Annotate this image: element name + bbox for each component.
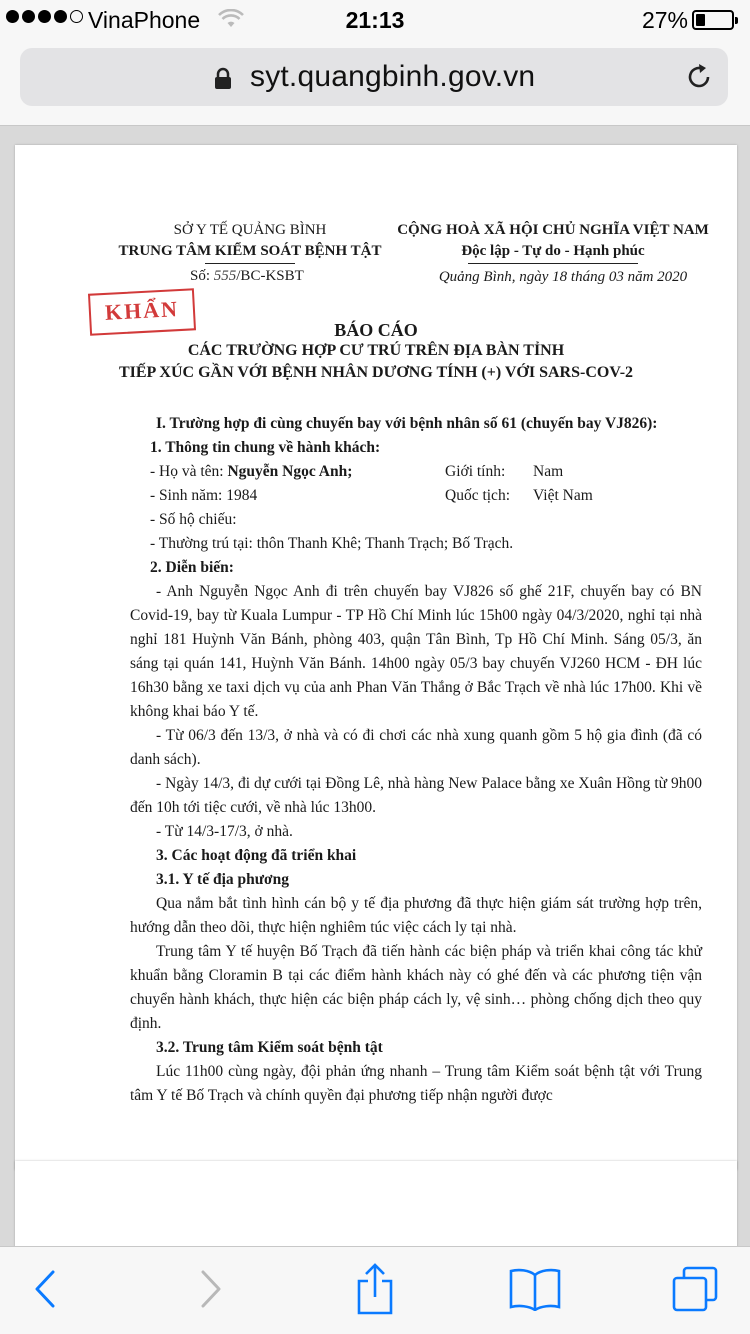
bookmarks-button[interactable] — [490, 1247, 580, 1334]
paragraph: - Anh Nguyễn Ngọc Anh đi trên chuyến bay VJ826 số ghế 21F, chuyến bay có BN Covid-19, bay từ Kuala Lumpur - TP Hồ Chí Minh lúc 15h00 ngày 04/3/2020, nghỉ tại nhà nghỉ 181 Huỳnh Văn Bánh, phòng 403, quận Tân Bình, Tp Hồ Chí Minh. Sáng 05/3, ăn sáng tại quán 141, Huỳnh Văn Bánh. 14h00 ngày 05/3 bay chuyến VJ260 HCM - ĐH lúc 16h30 bằng xe taxi dịch vụ của anh Phan Văn Thắng ở Bắc Trạch về nhà lúc 17h00. Khi về không khai báo Y tế. — [130, 583, 702, 720]
info-line: - Thường trú tại: thôn Thanh Khê; Thanh Trạch; Bố Trạch. — [150, 535, 514, 552]
info-line: - Số hộ chiếu: — [150, 511, 237, 528]
info-row: - Sinh năm: 1984 Quốc tịch: Việt Nam — [150, 487, 593, 504]
forward-icon — [199, 1269, 223, 1314]
motto: Độc lập - Tự do - Hạnh phúc — [461, 243, 645, 259]
report-body — [130, 412, 702, 1108]
back-button[interactable] — [0, 1247, 90, 1334]
url-text[interactable]: syt.quangbinh.gov.vn — [250, 60, 536, 93]
browser-address-area — [0, 40, 750, 126]
header-right — [393, 220, 713, 288]
lock-icon — [213, 67, 233, 96]
back-icon — [33, 1269, 57, 1314]
divider — [205, 263, 295, 264]
section-heading: I. Trường hợp đi cùng chuyến bay với bệnh nhân số 61 (chuyến bay VJ826): — [156, 415, 658, 432]
paragraph: Lúc 11h00 cùng ngày, đội phản ứng nhanh – Trung tâm Kiểm soát bệnh tật với Trung tâm Y tế Bố Trạch và chính quyền đại phương tiếp nhận người được — [130, 1063, 702, 1104]
report-title: BÁO CÁO — [334, 320, 418, 340]
report-subtitle-1: CÁC TRƯỜNG HỢP CƯ TRÚ TRÊN ĐỊA BÀN TỈNH — [187, 342, 565, 359]
carrier-name: VinaPhone — [88, 7, 201, 33]
divider — [468, 263, 638, 264]
paragraph: Trung tâm Y tế huyện Bố Trạch đã tiến hành các biện pháp và triển khai công tác khử khuẩn bằng Cloramin B tại các điểm hành khách này có ghé đến và các phương tiện vận chuyển hành khách, thực hiện các biện pháp cách ly, vệ sinh… phòng chống dịch theo quy định. — [130, 943, 702, 1032]
paragraph: - Từ 06/3 đến 13/3, ở nhà và có đi chơi các nhà xung quanh gồm 5 hộ gia đình (đã có danh sách). — [130, 727, 702, 768]
share-icon — [355, 1263, 395, 1320]
reload-icon[interactable] — [684, 62, 714, 97]
tabs-icon — [672, 1266, 718, 1317]
forward-button[interactable] — [166, 1247, 256, 1334]
subsection-heading: 3.2. Trung tâm Kiểm soát bệnh tật — [156, 1039, 383, 1056]
tabs-button[interactable] — [650, 1247, 740, 1334]
document-page-next — [15, 1161, 737, 1246]
battery-icon — [692, 10, 734, 30]
document-viewer[interactable] — [0, 126, 750, 1246]
document-page — [15, 145, 737, 1170]
nation-title: CỘNG HOÀ XÃ HỘI CHỦ NGHĨA VIỆT NAM — [397, 222, 709, 238]
subsection-heading: 3. Các hoạt động đã triển khai — [156, 847, 357, 864]
battery-percent: 27% — [641, 7, 688, 33]
center-name: TRUNG TÂM KIỂM SOÁT BỆNH TẬT — [118, 243, 382, 259]
address-bar[interactable] — [20, 48, 728, 106]
report-subtitle-2: TIẾP XÚC GẦN VỚI BỆNH NHÂN DƯƠNG TÍNH (+) VỚI SARS-COV-2 — [118, 364, 634, 381]
paragraph: Qua nắm bắt tình hình cán bộ y tế địa phương đã thực hiện giám sát trường hợp trên, hướng dẫn theo dõi, thực hiện nghiêm túc việc cách ly tại nhà. — [130, 895, 702, 936]
share-button[interactable] — [330, 1247, 420, 1334]
browser-toolbar — [0, 1246, 750, 1334]
document-date: Quảng Bình, ngày 18 tháng 03 năm 2020 — [438, 269, 688, 285]
header-left — [110, 220, 390, 287]
subsection-heading: 2. Diễn biến: — [150, 559, 234, 576]
info-row: - Họ và tên: Nguyễn Ngọc Anh; Giới tính: Nam — [150, 463, 564, 480]
status-bar — [0, 0, 750, 40]
org-name: SỞ Y TẾ QUẢNG BÌNH — [173, 222, 327, 238]
bookmarks-icon — [509, 1267, 561, 1316]
paragraph: - Từ 14/3-17/3, ở nhà. — [156, 823, 293, 840]
subsection-heading: 1. Thông tin chung về hành khách: — [150, 439, 381, 456]
paragraph: - Ngày 14/3, đi dự cưới tại Đồng Lê, nhà hàng New Palace bằng xe Xuân Hồng từ 9h00 đến 10h tới tiệc cưới, về nhà lúc 13h00. — [130, 775, 702, 816]
subsection-heading: 3.1. Y tế địa phương — [156, 871, 290, 888]
clock: 21:13 — [345, 7, 405, 33]
urgent-stamp: KHẨN — [88, 288, 196, 335]
document-number: Số: 555/BC-KSBT — [190, 268, 304, 284]
